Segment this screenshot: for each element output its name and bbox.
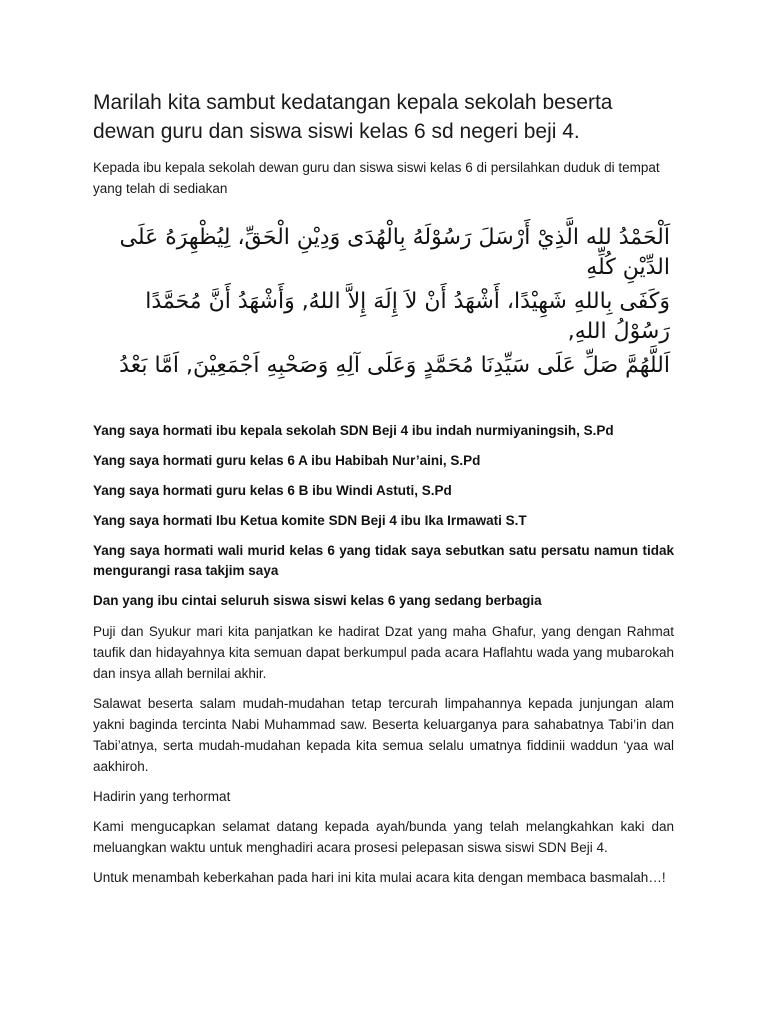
body-section bbox=[93, 621, 674, 888]
greeting-line: Yang saya hormati guru kelas 6 A ibu Habibah Nur’aini, S.Pd bbox=[93, 453, 481, 468]
greeting-line: Yang saya hormati wali murid kelas 6 yang tidak saya sebutkan satu persatu namun tidak mengurangi rasa takjim saya bbox=[93, 543, 674, 578]
greetings-section bbox=[93, 421, 674, 611]
arabic-line: اَلْحَمْدُ لله الَّذِيْ أَرْسَلَ رَسُوْلَهُ بِالْهُدَى وَدِيْنِ الْحَقِّ، لِيُظْهِرَهُ عَلَى الدِّيْنِ كُلِّهِ bbox=[119, 225, 670, 280]
greeting-line: Yang saya hormati guru kelas 6 B ibu Windi Astuti, S.Pd bbox=[93, 483, 452, 498]
greeting-line: Dan yang ibu cintai seluruh siswa siswi kelas 6 yang sedang berbagia bbox=[93, 593, 542, 608]
arabic-opening bbox=[93, 223, 674, 381]
body-paragraph: Salawat beserta salam mudah-mudahan tetap tercurah limpahannya kepada junjungan alam yakni baginda tercinta Nabi Muhammad saw. Beserta keluarganya para sahabatnya Tabi’in dan Tabi’atnya, serta mudah-mudahan kepada kita semua selalu umatnya fiddinii waddun ‘yaa wal aakhiroh. bbox=[93, 696, 674, 774]
arabic-line: اَللَّهُمَّ صَلِّ عَلَى سَيِّدِنَا مُحَمَّدٍ وَعَلَى آلِهِ وَصَحْبِهِ اَجْمَعِيْنَ, اَمَّا بَعْدُ bbox=[119, 353, 670, 378]
body-paragraph: Untuk menambah keberkahan pada hari ini kita mulai acara kita dengan membaca basmalah…! bbox=[93, 870, 666, 885]
arabic-line: وَكَفَى بِاللهِ شَهِيْدًا، أَشْهَدُ أَنْ لاَ إِلَهَ إِلاَّ اللهُ, وَأَشْهَدُ أَنَّ مُحَمَّدًا رَسُوْلُ اللهِ, bbox=[145, 289, 670, 344]
body-paragraph: Kami mengucapkan selamat datang kepada ayah/bunda yang telah melangkahkan kaki dan meluangkan waktu untuk menghadiri acara prosesi pelepasan siswa siswi SDN Beji 4. bbox=[93, 819, 674, 855]
body-paragraph: Hadirin yang terhormat bbox=[93, 789, 231, 804]
body-paragraph: Puji dan Syukur mari kita panjatkan ke hadirat Dzat yang maha Ghafur, yang dengan Rahmat taufik dan hidayahnya kita semuan dapat berkumpul pada acara Haflahtu wada yang mubarokah dan insya allah bernilai akhir. bbox=[93, 624, 674, 681]
document-heading: Marilah kita sambut kedatangan kepala sekolah beserta dewan guru dan siswa siswi kelas 6 sd negeri beji 4. bbox=[93, 91, 613, 143]
greeting-line: Yang saya hormati ibu kepala sekolah SDN Beji 4 ibu indah nurmiyaningsih, S.Pd bbox=[93, 423, 614, 438]
greeting-line: Yang saya hormati Ibu Ketua komite SDN Beji 4 ibu Ika Irmawati S.T bbox=[93, 513, 527, 528]
intro-text: Kepada ibu kepala sekolah dewan guru dan siswa siswi kelas 6 di persilahkan duduk di tempat yang telah di sediakan bbox=[93, 160, 660, 196]
